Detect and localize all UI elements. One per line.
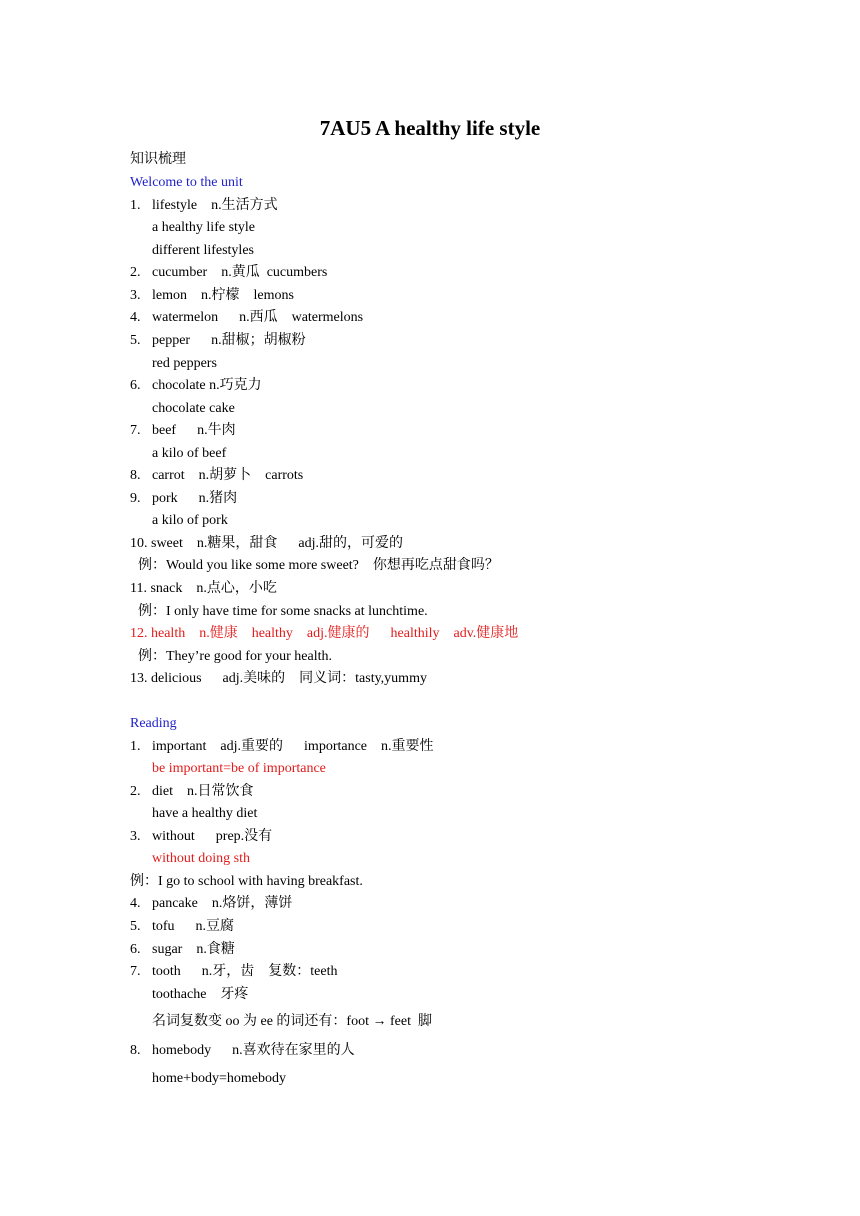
list-item-detail: a kilo of pork	[152, 513, 228, 528]
example-sentence: 例：I only have time for some snacks at lunchtime.	[138, 604, 428, 619]
section-heading: 知识梳理	[130, 152, 186, 167]
list-item-detail-highlighted: without doing sth	[152, 851, 251, 866]
list-item-highlighted: 12. health n.健康 healthy adj.健康的 healthily adv.健康地	[130, 626, 519, 641]
example-sentence: 例：They’re good for your health.	[138, 649, 332, 664]
example-sentence: 例：Would you like some more sweet? 你想再吃点甜食吗？	[138, 558, 499, 573]
list-item: 5. pepper n.甜椒；胡椒粉	[130, 333, 306, 348]
list-item-detail: different lifestyles	[152, 243, 254, 258]
list-item: 2. cucumber n.黄瓜 cucumbers	[130, 265, 328, 280]
list-item: 1. important adj.重要的 importance n.重要性	[130, 739, 434, 754]
list-item: 7. beef n.牛肉	[130, 423, 236, 438]
section-reading: Reading	[130, 716, 177, 731]
list-item-detail: red peppers	[152, 356, 217, 371]
list-item: 10. sweet n.糖果，甜食 adj.甜的，可爱的	[130, 536, 403, 551]
list-item-detail: toothache 牙疼	[152, 987, 249, 1002]
page-title: 7AU5 A healthy life style	[319, 116, 541, 140]
list-item-detail: a kilo of beef	[152, 446, 227, 461]
list-item: 3. without prep.没有	[130, 829, 273, 844]
list-item: 9. pork n.猪肉	[130, 491, 238, 506]
list-item-detail-highlighted: be important=be of importance	[152, 761, 326, 776]
list-item: 13. delicious adj.美味的 同义词：tasty,yummy	[130, 671, 427, 686]
list-item-detail: have a healthy diet	[152, 806, 258, 821]
list-item-detail: home+body=homebody	[152, 1071, 286, 1086]
list-item: 8. carrot n.胡萝卜 carrots	[130, 468, 304, 483]
list-item: 1. lifestyle n.生活方式	[130, 198, 278, 213]
list-item-detail: a healthy life style	[152, 220, 256, 235]
section-welcome: Welcome to the unit	[130, 175, 243, 190]
list-item-note: 名词复数变 oo 为 ee 的词还有：foot → feet 脚	[152, 1014, 432, 1029]
list-item: 11. snack n.点心，小吃	[130, 581, 277, 596]
list-item: 3. lemon n.柠檬 lemons	[130, 288, 294, 303]
list-item: 2. diet n.日常饮食	[130, 784, 254, 799]
list-item-detail: chocolate cake	[152, 401, 235, 416]
list-item: 8. homebody n.喜欢待在家里的人	[130, 1043, 355, 1058]
list-item: 5. tofu n.豆腐	[130, 919, 235, 934]
list-item: 6. sugar n.食糖	[130, 942, 235, 957]
list-item: 6. chocolate n.巧克力	[130, 378, 262, 393]
list-item: 4. pancake n.烙饼，薄饼	[130, 896, 293, 911]
list-item: 7. tooth n.牙，齿 复数：teeth	[130, 964, 338, 979]
list-item: 4. watermelon n.西瓜 watermelons	[130, 310, 364, 325]
example-sentence: 例：I go to school with having breakfast.	[130, 874, 363, 889]
